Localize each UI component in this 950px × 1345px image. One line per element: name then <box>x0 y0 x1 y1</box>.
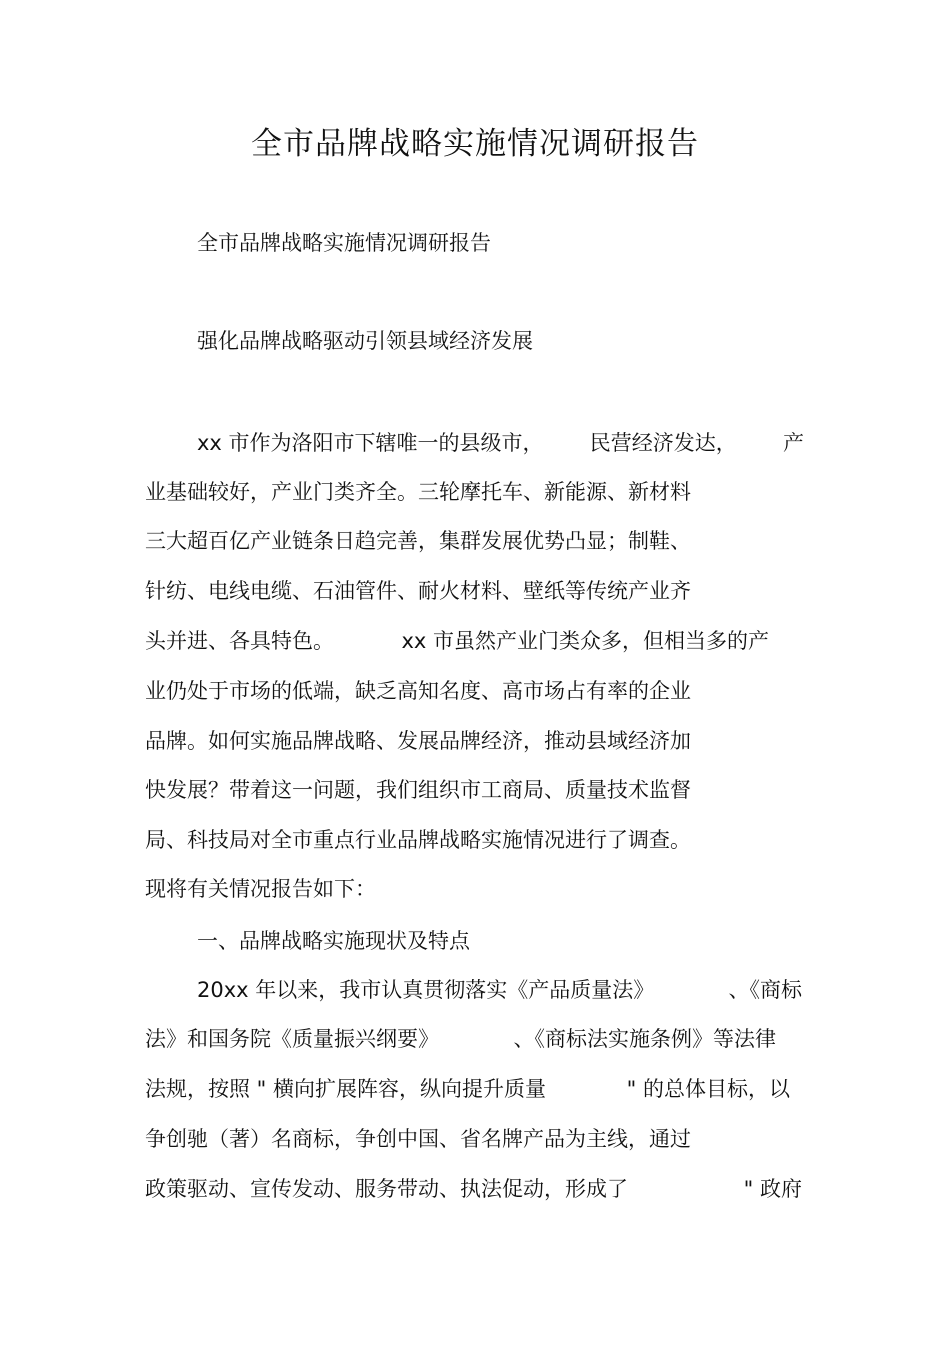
paragraph-1-line-6: 业仍处于市场的低端，缺乏高知名度、高市场占有率的企业 <box>145 679 691 703</box>
text-segment: " 政府 <box>743 1177 802 1201</box>
paragraph-2-line-2 <box>145 1024 776 1054</box>
text-segment: 产 <box>783 431 804 455</box>
text-segment: 、《商标法实施条例》等法律 <box>513 1027 776 1051</box>
paragraph-2-line-5 <box>145 1174 802 1204</box>
paragraph-2-line-3 <box>145 1074 790 1104</box>
text-segment: 20xx 年以来，我市认真贯彻落实《产品质量法》 <box>197 978 655 1002</box>
paragraph-1-line-1 <box>197 428 804 458</box>
document-title: 全市品牌战略实施情况调研报告 <box>251 126 699 162</box>
text-segment: 法》和国务院《质量振兴纲要》 <box>145 1027 439 1051</box>
paragraph-2-line-4: 争创驰（著）名商标，争创中国、省名牌产品为主线，通过 <box>145 1127 691 1151</box>
text-segment: xx 市作为洛阳市下辖唯一的县级市， <box>197 431 544 455</box>
paragraph-1-line-3: 三大超百亿产业链条日趋完善，集群发展优势凸显；制鞋、 <box>145 529 691 553</box>
text-segment: 政策驱动、宣传发动、服务带动、执法促动，形成了 <box>145 1177 628 1201</box>
section-heading: 一、品牌战略实施现状及特点 <box>197 929 470 953</box>
paragraph-1-line-10: 现将有关情况报告如下： <box>145 877 376 901</box>
text-segment: 法规，按照 " 横向扩展阵容，纵向提升质量 <box>145 1077 547 1101</box>
text-segment: 头并进、各具特色。 <box>145 629 334 653</box>
paragraph-2-line-1 <box>197 975 802 1005</box>
paragraph-1-line-7: 品牌。如何实施品牌战略、发展品牌经济，推动县域经济加 <box>145 729 691 753</box>
text-segment: xx 市虽然产业门类众多，但相当多的产 <box>401 629 769 653</box>
paragraph-1-line-5 <box>145 626 769 656</box>
document-tagline: 强化品牌战略驱动引领县域经济发展 <box>197 329 533 353</box>
text-segment: " 的总体目标，以 <box>626 1077 790 1101</box>
paragraph-1-line-2: 业基础较好，产业门类齐全。三轮摩托车、新能源、新材料 <box>145 480 691 504</box>
paragraph-1-line-9: 局、科技局对全市重点行业品牌战略实施情况进行了调查。 <box>145 828 691 852</box>
paragraph-1-line-8: 快发展？带着这一问题，我们组织市工商局、质量技术监督 <box>145 778 691 802</box>
text-segment: 民营经济发达， <box>589 431 737 455</box>
paragraph-1-line-4: 针纺、电线电缆、石油管件、耐火材料、壁纸等传统产业齐 <box>145 579 691 603</box>
document-subtitle: 全市品牌战略实施情况调研报告 <box>197 231 491 255</box>
text-segment: 、《商标 <box>728 978 802 1002</box>
